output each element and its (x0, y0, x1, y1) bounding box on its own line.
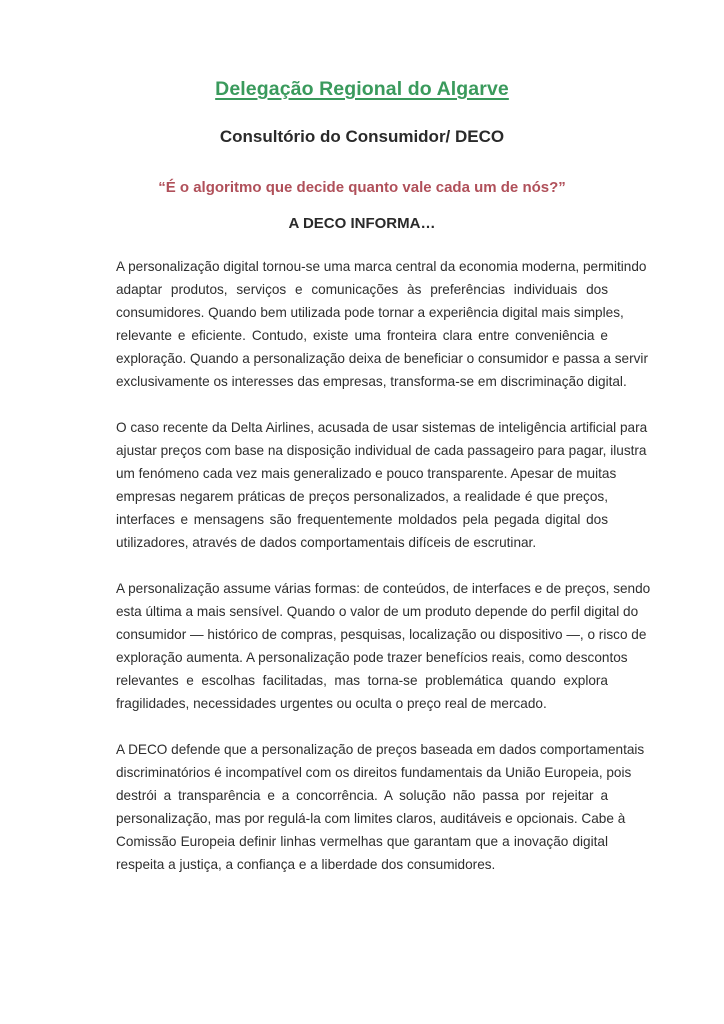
text-line: esta última a mais sensível. Quando o valor de um produto depende do perfil digital do (116, 604, 639, 619)
text-line: A DECO defende que a personalização de preços baseada em dados comportamentais (116, 742, 645, 757)
text-line: um fenómeno cada vez mais generalizado e pouco transparente. Apesar de muitas (116, 466, 617, 481)
text-line: exploração. Quando a personalização deixa de beneficiar o consumidor e passa a servir (116, 351, 648, 366)
text-line: consumidores. Quando bem utilizada pode tornar a experiência digital mais simples, (116, 305, 624, 320)
text-line: exploração aumenta. A personalização pode trazer benefícios reais, como descontos (116, 650, 628, 665)
text-line: fragilidades, necessidades urgentes ou oculta o preço real de mercado. (116, 696, 547, 711)
document-title (0, 78, 724, 101)
text-line: interfaces e mensagens são frequentemente moldados pela pegada digital dos (116, 512, 608, 527)
text-line: discriminatórios é incompatível com os direitos fundamentais da União Europeia, pois (116, 765, 632, 780)
text-line: O caso recente da Delta Airlines, acusada de usar sistemas de inteligência artificial para (116, 420, 648, 435)
headline-quote: “É o algoritmo que decide quanto vale cada um de nós?” (158, 179, 566, 196)
body-text (116, 255, 651, 899)
text-line: relevante e eficiente. Contudo, existe uma fronteira clara entre conveniência e (116, 328, 608, 343)
text-line: consumidor — histórico de compras, pesquisas, localização ou dispositivo —, o risco de (116, 627, 647, 642)
text-line: utilizadores, através de dados comportamentais difíceis de escrutinar. (116, 535, 537, 550)
text-line: empresas negarem práticas de preços personalizados, a realidade é que preços, (116, 489, 608, 504)
paragraph-1 (116, 255, 648, 393)
text-line: ajustar preços com base na disposição individual de cada passageiro para pagar, ilustra (116, 443, 647, 458)
paragraph-3 (116, 577, 651, 715)
text-line: respeita a justiça, a confiança e a liberdade dos consumidores. (116, 857, 496, 872)
text-line: adaptar produtos, serviços e comunicações às preferências individuais dos (116, 282, 608, 297)
text-line: A personalização assume várias formas: de conteúdos, de interfaces e de preços, sendo (116, 581, 651, 596)
text-line: Comissão Europeia definir linhas vermelhas que garantam que a inovação digital (116, 834, 608, 849)
paragraph-2 (116, 416, 648, 554)
paragraph-4 (116, 738, 645, 876)
text-line: relevantes e escolhas facilitadas, mas torna-se problemática quando explora (116, 673, 608, 688)
document-subtitle: Consultório do Consumidor/ DECO (219, 127, 505, 146)
section-heading: A DECO INFORMA… (288, 215, 436, 232)
text-line: A personalização digital tornou-se uma marca central da economia moderna, permitindo (116, 259, 647, 274)
document-title-text: Delegação Regional do Algarve (215, 78, 509, 100)
text-line: personalização, mas por regulá-la com limites claros, auditáveis e opcionais. Cabe à (116, 811, 626, 826)
text-line: exclusivamente os interesses das empresas, transforma-se em discriminação digital. (116, 374, 627, 389)
text-line: destrói a transparência e a concorrência. A solução não passa por rejeitar a (116, 788, 608, 803)
